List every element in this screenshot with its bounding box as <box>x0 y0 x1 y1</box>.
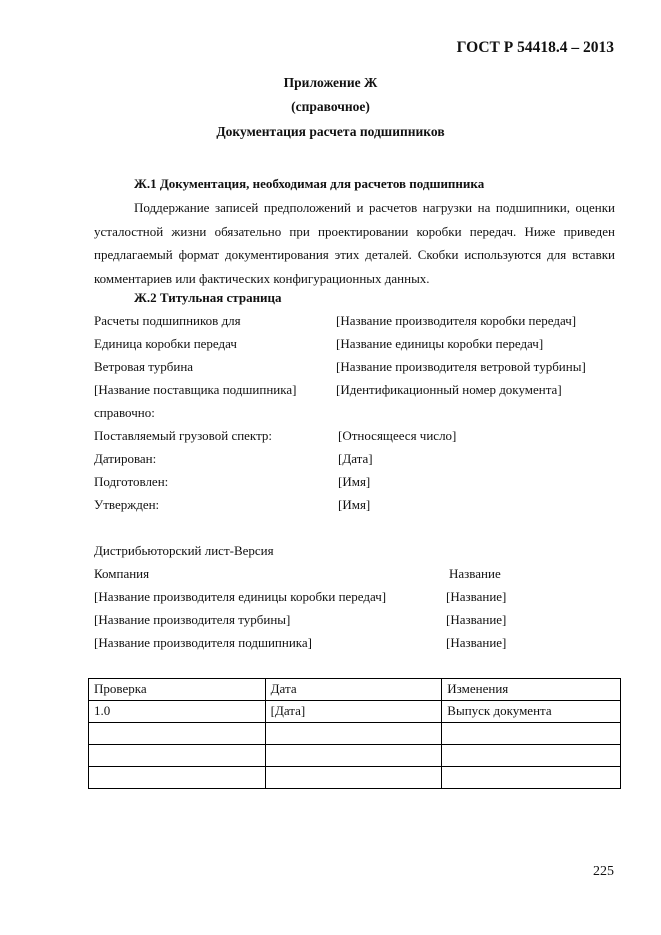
table-cell <box>442 767 621 789</box>
table-cell: [Дата] <box>265 701 442 723</box>
reference-label: справочно: <box>94 405 155 420</box>
appendix-heading: Документация расчета подшипников <box>216 124 445 139</box>
table-cell <box>89 723 266 745</box>
distribution-col-name: Название <box>449 566 501 581</box>
table-row-empty <box>89 767 621 789</box>
title-row-label: Единица коробки передач <box>94 336 237 351</box>
title-row-label: [Название поставщика подшипника] <box>94 382 297 397</box>
info-row-value: [Имя] <box>338 474 371 489</box>
appendix-type: (справочное) <box>291 99 370 114</box>
info-row-value: [Имя] <box>338 497 371 512</box>
title-row-value: [Идентификационный номер документа] <box>336 382 562 397</box>
table-header-cell: Изменения <box>442 679 621 701</box>
table-cell: 1.0 <box>89 701 266 723</box>
table-cell: Выпуск документа <box>442 701 621 723</box>
info-row-value: [Дата] <box>338 451 373 466</box>
distribution-name: [Название] <box>446 612 507 627</box>
distribution-company: [Название производителя единицы коробки передач] <box>94 589 387 604</box>
info-row-label: Поставляемый грузовой спектр: <box>94 428 273 443</box>
title-row-value: [Название единицы коробки передач] <box>336 336 544 351</box>
table-header-cell: Дата <box>265 679 442 701</box>
page-number: 225 <box>593 864 614 879</box>
table-cell <box>89 745 266 767</box>
table-row-empty <box>89 723 621 745</box>
table-cell <box>265 767 442 789</box>
distribution-name: [Название] <box>446 635 507 650</box>
appendix-title: Приложение Ж <box>283 75 378 90</box>
section1-paragraph: Поддержание записей предположений и расчетов нагрузки на подшипники, оценки усталостной жизни обязательно при проектировании коробки передач. Ниже приведен предлагаемый формат документирования этих деталей. Скобки используются для вставки комментариев или фактических конфигурационных данных. <box>94 200 615 286</box>
title-row-value: [Название производителя коробки передач] <box>336 313 577 328</box>
distribution-name: [Название] <box>446 589 507 604</box>
table-cell <box>442 745 621 767</box>
table-cell <box>442 723 621 745</box>
distribution-company: [Название производителя подшипника] <box>94 635 313 650</box>
title-row-value: [Название производителя ветровой турбины] <box>336 359 586 374</box>
table-cell <box>89 767 266 789</box>
title-row-label: Расчеты подшипников для <box>94 313 241 328</box>
distribution-title: Дистрибьюторский лист-Версия <box>94 543 274 558</box>
table-cell <box>265 745 442 767</box>
table-row-empty <box>89 745 621 767</box>
revision-table <box>88 678 621 789</box>
table-cell <box>265 723 442 745</box>
section1-heading: Ж.1 Документация, необходимая для расчетов подшипника <box>134 176 485 191</box>
table-header-row <box>89 679 621 701</box>
info-row-label: Датирован: <box>94 451 157 466</box>
info-row-label: Утвержден: <box>94 497 160 512</box>
section2-heading: Ж.2 Титульная страница <box>134 290 282 305</box>
document-header: ГОСТ Р 54418.4 – 2013 <box>456 39 614 56</box>
table-header-cell: Проверка <box>89 679 266 701</box>
info-row-label: Подготовлен: <box>94 474 169 489</box>
title-row-label: Ветровая турбина <box>94 359 194 374</box>
distribution-col-company: Компания <box>94 566 150 581</box>
info-row-value: [Относящееся число] <box>338 428 457 443</box>
table-row <box>89 701 621 723</box>
distribution-company: [Название производителя турбины] <box>94 612 291 627</box>
